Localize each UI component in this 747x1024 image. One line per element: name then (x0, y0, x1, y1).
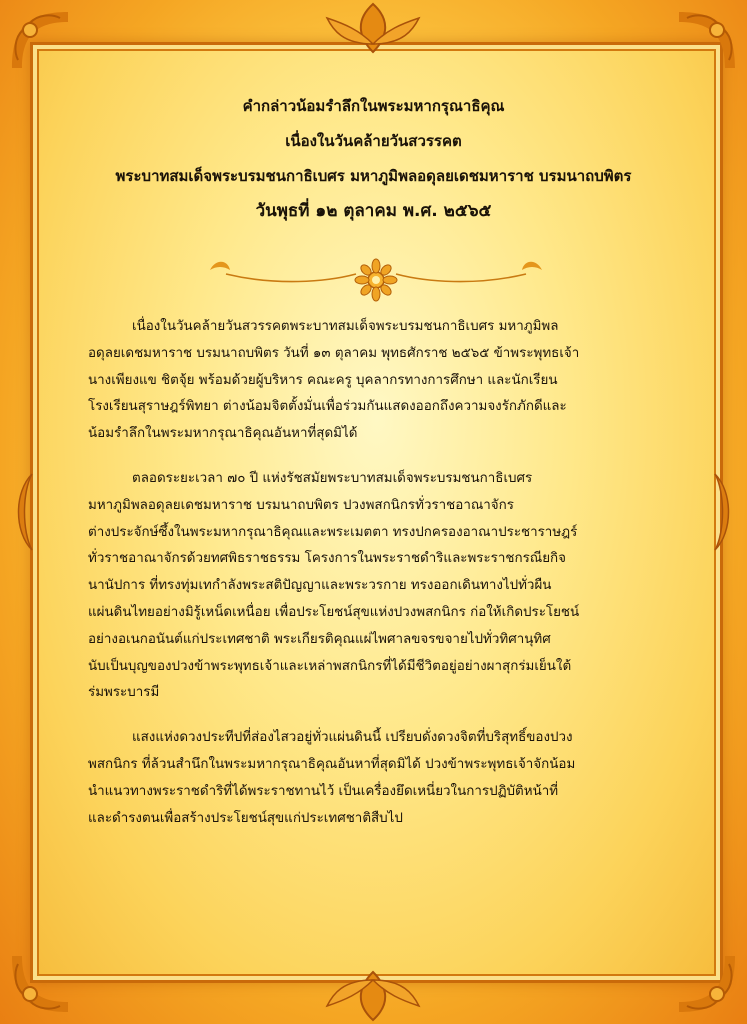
corner-ornament-icon (675, 8, 739, 72)
text-line: นานัปการ ที่ทรงทุ่มเทกำลังพระสติปัญญาและพระวรกาย ทรงออกเดินทางไปทั่วผืน (88, 578, 552, 594)
text-line: แผ่นดินไทยอย่างมิรู้เหน็ดเหนื่อย เพื่อประโยชน์สุขแห่งปวงพสกนิกร ก่อให้เกิดประโยชน์ (88, 604, 580, 620)
text-line: แสงแห่งดวงประทีปที่ส่องไสวอยู่ทั่วแผ่นดินนี้ เปรียบดั่งดวงจิตที่บริสุทธิ์ของปวง (132, 730, 573, 746)
text-line: นางเพียงแข ชิตจุ้ย พร้อมด้วยผู้บริหาร คณะครู บุคลากรทางการศึกษา และนักเรียน (88, 372, 558, 388)
side-scroll-ornament-icon (10, 472, 36, 552)
leaf-left-icon (210, 262, 230, 270)
corner-ornament-icon (8, 952, 72, 1016)
document-header (60, 96, 687, 236)
floral-crest-icon (323, 0, 423, 56)
text-line: ต่างประจักษ์ซึ้งในพระมหากรุณาธิคุณและพระเมตตา ทรงปกครองอาณาประชาราษฎร์ (88, 524, 578, 540)
text-line: อดุลยเดชมหาราช บรมนาถบพิตร วันที่ ๑๓ ตุลาคม พุทธศักราช ๒๕๖๕ ข้าพระพุทธเจ้า (88, 345, 580, 361)
paragraph-1 (88, 314, 660, 448)
text-line: และดำรงตนเพื่อสร้างประโยชน์สุขแก่ประเทศชาติสืบไป (88, 810, 403, 826)
floral-crest-icon (323, 968, 423, 1024)
text-line: ทั่วราชอาณาจักรด้วยทศพิธราชธรรม โครงการในพระราชดำริและพระราชกรณียกิจ (88, 551, 566, 567)
corner-ornament-icon (8, 8, 72, 72)
text-line: พสกนิกร ที่ล้วนสำนึกในพระมหากรุณาธิคุณอันหาที่สุดมิได้ ปวงข้าพระพุทธเจ้าจักน้อม (88, 756, 576, 772)
heading-royal-name: พระบาทสมเด็จพระบรมชนกาธิเบศร มหาภูมิพลอดุลยเดชมหาราช บรมนาถบพิตร (115, 167, 632, 185)
paragraph-2 (88, 466, 660, 707)
side-scroll-ornament-icon (711, 472, 737, 552)
text-line: อย่างอเนกอนันต์แก่ประเทศชาติ พระเกียรติคุณแผ่ไพศาลขจรขจายไปทั่วทิศานุทิศ (88, 631, 551, 647)
text-line: โรงเรียนสุราษฎร์พิทยา ต่างน้อมจิตตั้งมั่นเพื่อร่วมกันแสดงออกถึงความจงรักภักดีและ (88, 399, 567, 415)
leaf-right-icon (522, 262, 542, 270)
text-line: ตลอดระยะเวลา ๗๐ ปี แห่งรัชสมัยพระบาทสมเด็จพระบรมชนกาธิเบศร (132, 470, 533, 486)
heading-title: คำกล่าวน้อมรำลึกในพระมหากรุณาธิคุณ (242, 97, 505, 115)
lotus-divider (196, 252, 556, 306)
text-line: นำแนวทางพระราชดำริที่ได้พระราชทานไว้ เป็นเครื่องยึดเหนี่ยวในการปฏิบัติหน้าที่ (88, 783, 559, 799)
text-line: เนื่องในวันคล้ายวันสวรรคตพระบาทสมเด็จพระบรมชนกาธิเบศร มหาภูมิพล (132, 319, 559, 334)
paragraph-3 (88, 725, 660, 832)
lotus-flower-icon (355, 259, 397, 301)
text-line: น้อมรำลึกในพระมหากรุณาธิคุณอันหาที่สุดมิได้ (88, 426, 358, 442)
text-line: มหาภูมิพลอดุลยเดชมหาราช บรมนาถบพิตร ปวงพสกนิกรทั่วราชอาณาจักร (88, 497, 514, 513)
document-body (88, 314, 660, 850)
text-line: ร่มพระบารมี (88, 685, 160, 701)
text-line: นับเป็นบุญของปวงข้าพระพุทธเจ้าและเหล่าพสกนิกรที่ได้มีชีวิตอยู่อย่างผาสุกร่มเย็นใต้ (88, 658, 572, 674)
heading-date: วันพุธที่ ๑๒ ตุลาคม พ.ศ. ๒๕๖๕ (255, 201, 492, 221)
heading-occasion: เนื่องในวันคล้ายวันสวรรคต (285, 132, 462, 150)
corner-ornament-icon (675, 952, 739, 1016)
